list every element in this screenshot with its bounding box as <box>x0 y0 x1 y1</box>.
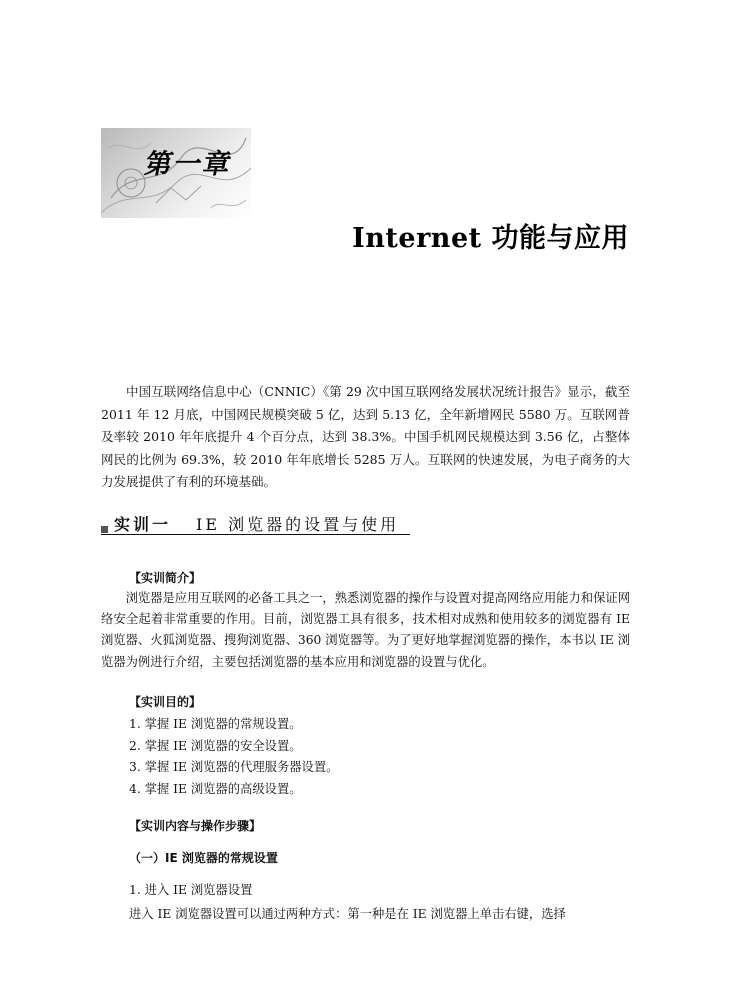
chapter-title: Internet 功能与应用 <box>352 223 629 254</box>
step-item-title: 1. 进入 IE 浏览器设置 <box>129 883 253 897</box>
chapter-label: 第一章 <box>142 149 236 180</box>
goals-heading: 【实训目的】 <box>129 695 202 709</box>
overview-heading: 【实训简介】 <box>129 571 202 585</box>
steps-subheading: （一）IE 浏览器的常规设置 <box>129 851 278 865</box>
goal-item: 4. 掌握 IE 浏览器的高级设置。 <box>129 782 302 796</box>
goal-item: 2. 掌握 IE 浏览器的安全设置。 <box>129 739 302 753</box>
section-label: 实训一 <box>114 515 172 534</box>
section-name: IE 浏览器的设置与使用 <box>196 515 400 534</box>
step-item-text: 进入 IE 浏览器设置可以通过两种方式：第一种是在 IE 浏览器上单击右键，选择 <box>129 907 566 921</box>
goal-item: 3. 掌握 IE 浏览器的代理服务器设置。 <box>129 760 339 774</box>
goal-item: 1. 掌握 IE 浏览器的常规设置。 <box>129 717 302 731</box>
steps-heading: 【实训内容与操作步骤】 <box>129 819 262 833</box>
overview-paragraph: 浏览器是应用互联网的必备工具之一，熟悉浏览器的操作与设置对提高网络应用能力和保证网络安全起着非常重要的作用。目前，浏览器工具有很多，技术相对成熟和使用较多的浏览器有 IE 浏览器、火狐浏览器、搜狗浏览器、360 浏览器等。为了更好地掌握浏览器的操作，本书以 IE 浏览器为例进行介绍，主要包括浏览器的基本应用和浏览器的设置与优化。 <box>101 591 630 669</box>
chapter-badge <box>101 128 251 218</box>
section-marker-icon <box>101 526 108 533</box>
intro-paragraph: 中国互联网络信息中心（CNNIC）《第 29 次中国互联网络发展状况统计报告》显示，截至 2011 年 12 月底，中国网民规模突破 5 亿，达到 5.13 亿，全年新增网民 5580 万。互联网普及率较 2010 年年底提升 4 个百分点，达到 38.3%。中国手机网民规模达到 3.56 亿，占整体网民的比例为 69.3%，较 2010 年年底增长 5285 万人。互联网的快速发展，为电子商务的大力发展提供了有利的环境基础。 <box>101 384 630 490</box>
section-heading <box>101 512 410 535</box>
